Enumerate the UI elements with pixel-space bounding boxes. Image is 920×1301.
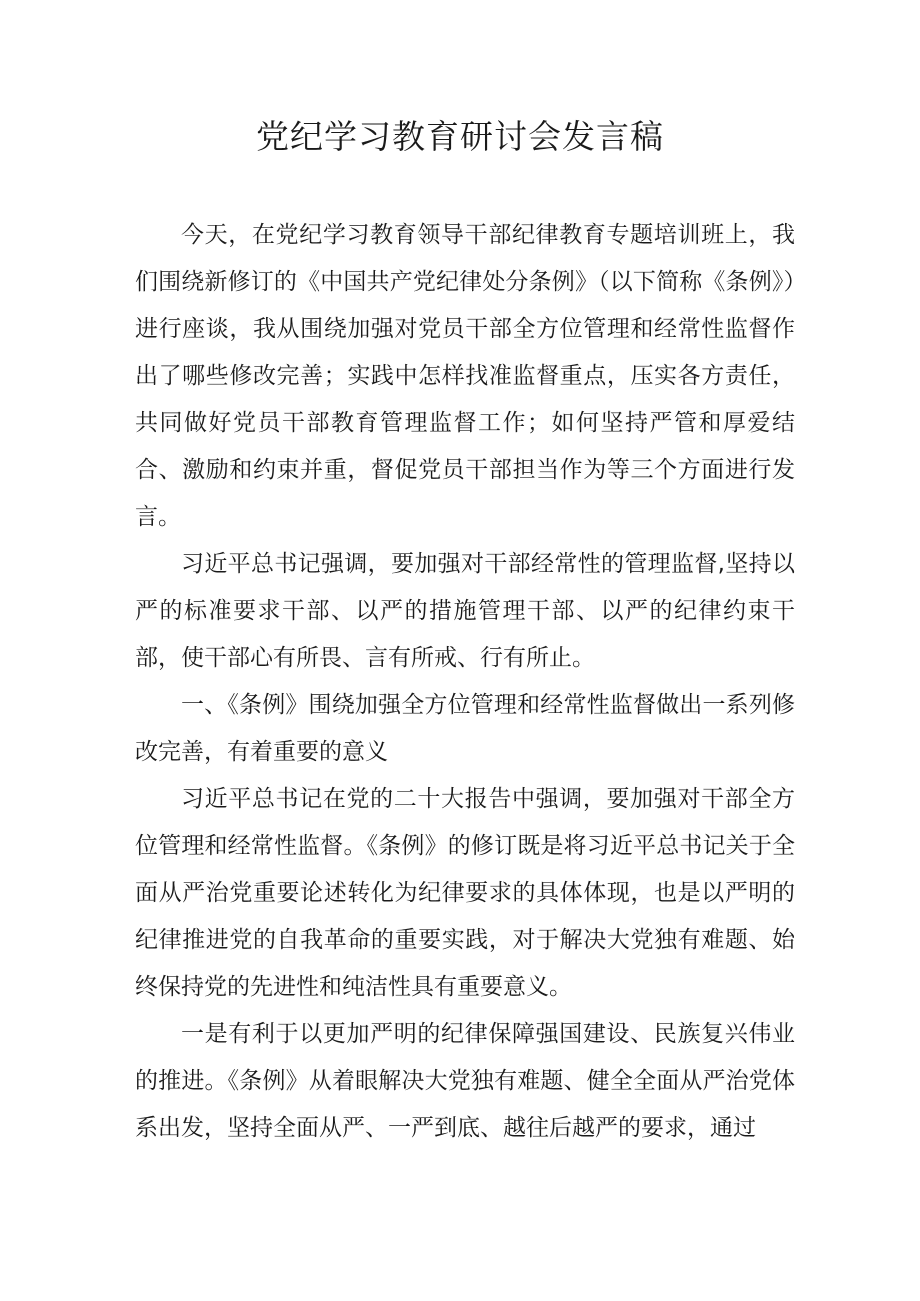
paragraph-point-1: 一是有利于以更加严明的纪律保障强国建设、民族复兴伟业的推进。《条例》从着眼解决大党独有难题、健全全面从严治党体系出发，坚持全面从严、一严到底、越往后越严的要求，通过 bbox=[135, 1021, 795, 1141]
paragraph-significance: 习近平总书记在党的二十大报告中强调，要加强对干部全方位管理和经常性监督。《条例》的修订既是将习近平总书记关于全面从严治党重要论述转化为纪律要求的具体体现，也是以严明的纪律推进党的自我革命的重要实践，对于解决大党独有难题、始终保持党的先进性和纯洁性具有重要意义。 bbox=[135, 786, 795, 1000]
document-title: 党纪学习教育研讨会发言稿 bbox=[256, 117, 664, 156]
paragraph-quote: 习近平总书记强调，要加强对干部经常性的管理监督,坚持以严的标准要求干部、以严的措施管理干部、以严的纪律约束干部，使干部心有所畏、言有所戒、行有所止。 bbox=[135, 551, 795, 671]
paragraph-intro: 今天，在党纪学习教育领导干部纪律教育专题培训班上，我们围绕新修订的《中国共产党纪律处分条例》（以下简称《条例》）进行座谈，我从围绕加强对党员干部全方位管理和经常性监督作出了哪些修改完善；实践中怎样找准监督重点，压实各方责任，共同做好党员干部教育管理监督工作；如何坚持严管和厚爱结合、激励和约束并重，督促党员干部担当作为等三个方面进行发言。 bbox=[135, 222, 795, 530]
document-body bbox=[135, 212, 795, 1152]
section-heading-1: 一、《条例》围绕加强全方位管理和经常性监督做出一系列修改完善，有着重要的意义 bbox=[135, 692, 795, 765]
